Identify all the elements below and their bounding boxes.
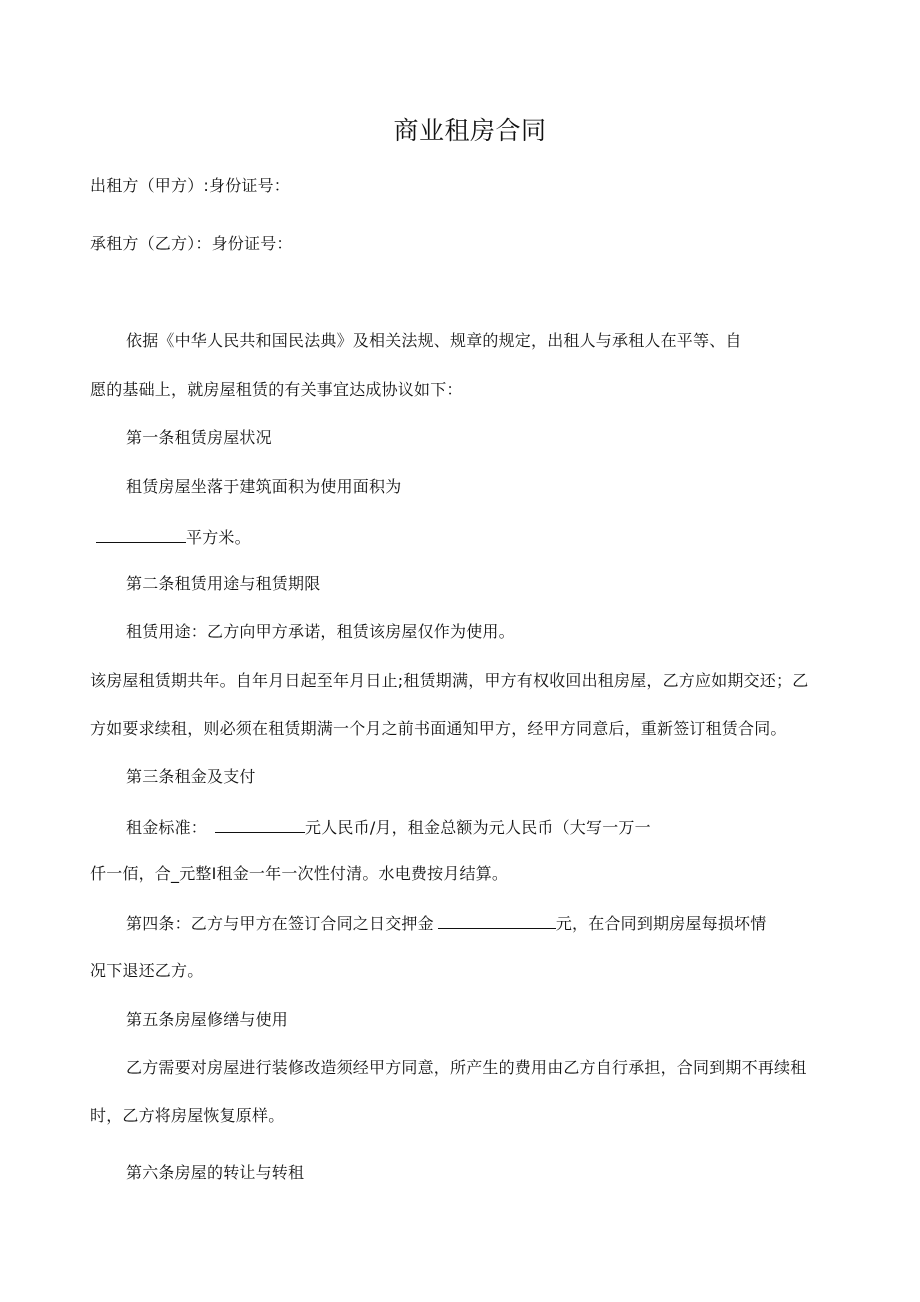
area-unit: 平方米。 [186, 528, 251, 547]
article4-line-1 [126, 912, 766, 934]
article1-line-2 [96, 526, 251, 548]
article4-line-2: 况下退还乙方。 [90, 961, 204, 980]
article3-line-2: 仟一佰，合_元整Ⅰ租金一年一次性付清。水电费按月结算。 [90, 864, 509, 883]
article2-line-1: 租赁用途：乙方向甲方承诺，租赁该房屋仅作为使用。 [126, 622, 515, 641]
article3-line-1 [126, 816, 651, 838]
article1-heading: 第一条租赁房屋状况 [126, 428, 272, 447]
deposit-label: 第四条：乙方与甲方在签订合同之日交押金 [126, 914, 434, 933]
article5-line-2: 时，乙方将房屋恢复原样。 [90, 1106, 285, 1125]
lessor-line: 出租方（甲方）:身份证号： [90, 176, 290, 195]
article5-heading: 第五条房屋修缮与使用 [126, 1010, 289, 1029]
preamble-line-1: 依据《中华人民共和国民法典》及相关法规、规章的规定，出租人与承租人在平等、自 [126, 331, 742, 350]
article3-heading: 第三条租金及支付 [126, 767, 256, 786]
article2-heading: 第二条租赁用途与租赁期限 [126, 574, 321, 593]
area-blank [96, 526, 186, 543]
rent-text: 元人民币/月，租金总额为元人民币（大写一万一 [305, 818, 651, 837]
article6-heading: 第六条房屋的转让与转租 [126, 1163, 305, 1182]
article2-line-2: 该房屋租赁期共年。自年月日起至年月日止;租赁期满，甲方有权收回出租房屋，乙方应如期交还；乙 [90, 671, 809, 690]
deposit-blank [438, 912, 556, 929]
preamble-line-2: 愿的基础上，就房屋租赁的有关事宜达成协议如下： [90, 380, 463, 399]
deposit-text: 元，在合同到期房屋每损坏情 [555, 914, 767, 933]
article1-line-1: 租赁房屋坐落于建筑面积为使用面积为 [126, 477, 402, 496]
article5-line-1: 乙方需要对房屋进行装修改造须经甲方同意，所产生的费用由乙方自行承担，合同到期不再续租 [126, 1058, 807, 1077]
article2-line-3: 方如要求续租，则必须在租赁期满一个月之前书面通知甲方，经甲方同意后，重新签订租赁合同。 [90, 719, 787, 738]
document-title: 商业租房合同 [393, 116, 547, 145]
rent-blank [215, 816, 305, 833]
lessee-line: 承租方（乙方）：身份证号： [90, 234, 293, 253]
rent-label: 租金标准： [126, 818, 208, 837]
